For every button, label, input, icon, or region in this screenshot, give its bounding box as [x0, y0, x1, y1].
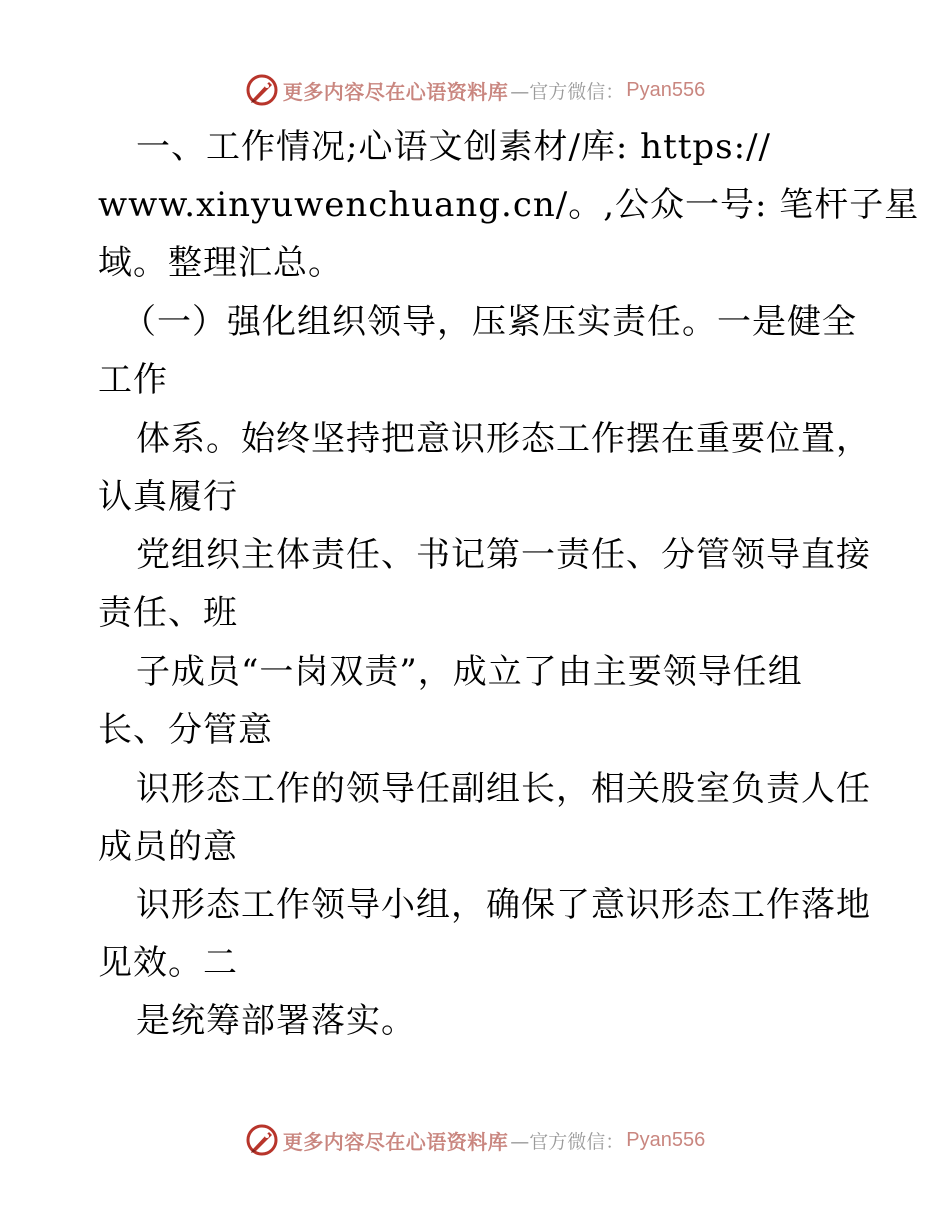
text-line: 责任、班 — [98, 593, 238, 633]
footer-banner — [0, 1120, 950, 1160]
text-line: 成员的意 — [98, 827, 238, 867]
text-line: 子成员“一岗双责”，成立了由主要领导任组 — [136, 652, 803, 692]
text-line: 识形态工作领导小组，确保了意识形态工作落地 — [136, 885, 871, 925]
banner-dash-text: —官方微信： — [510, 80, 625, 103]
text-line: 党组织主体责任、书记第一责任、分管领导直接 — [136, 535, 871, 575]
banner-main-text: 更多内容尽在心语资料库 — [282, 79, 509, 104]
banner-wechat-id: Pyan556 — [626, 78, 706, 101]
text-line: 工作 — [98, 360, 168, 400]
text-line: 见效。二 — [98, 943, 238, 983]
banner-wechat-id: Pyan556 — [626, 1128, 706, 1151]
text-line: 一、工作情况;心语文创素材/库: https:// — [136, 127, 771, 167]
text-line: www.xinyuwenchuang.cn/。,公众一号: 笔杆子星 — [98, 185, 920, 225]
banner-main-text: 更多内容尽在心语资料库 — [282, 1129, 509, 1154]
pen-logo-icon — [245, 1123, 279, 1157]
header-banner — [0, 70, 950, 110]
text-line: 长、分管意 — [98, 710, 273, 750]
text-line: 识形态工作的领导任副组长，相关股室负责人任 — [136, 769, 871, 809]
pen-logo-icon — [245, 73, 279, 107]
text-line: 认真履行 — [98, 477, 238, 517]
text-line: （一）强化组织领导，压紧压实责任。一是健全 — [122, 302, 857, 342]
banner-dash-text: —官方微信： — [510, 1130, 625, 1153]
text-line: 是统筹部署落实。 — [136, 1001, 416, 1041]
text-line: 体系。始终坚持把意识形态工作摆在重要位置， — [136, 419, 871, 459]
text-line: 域。整理汇总。 — [98, 243, 343, 283]
